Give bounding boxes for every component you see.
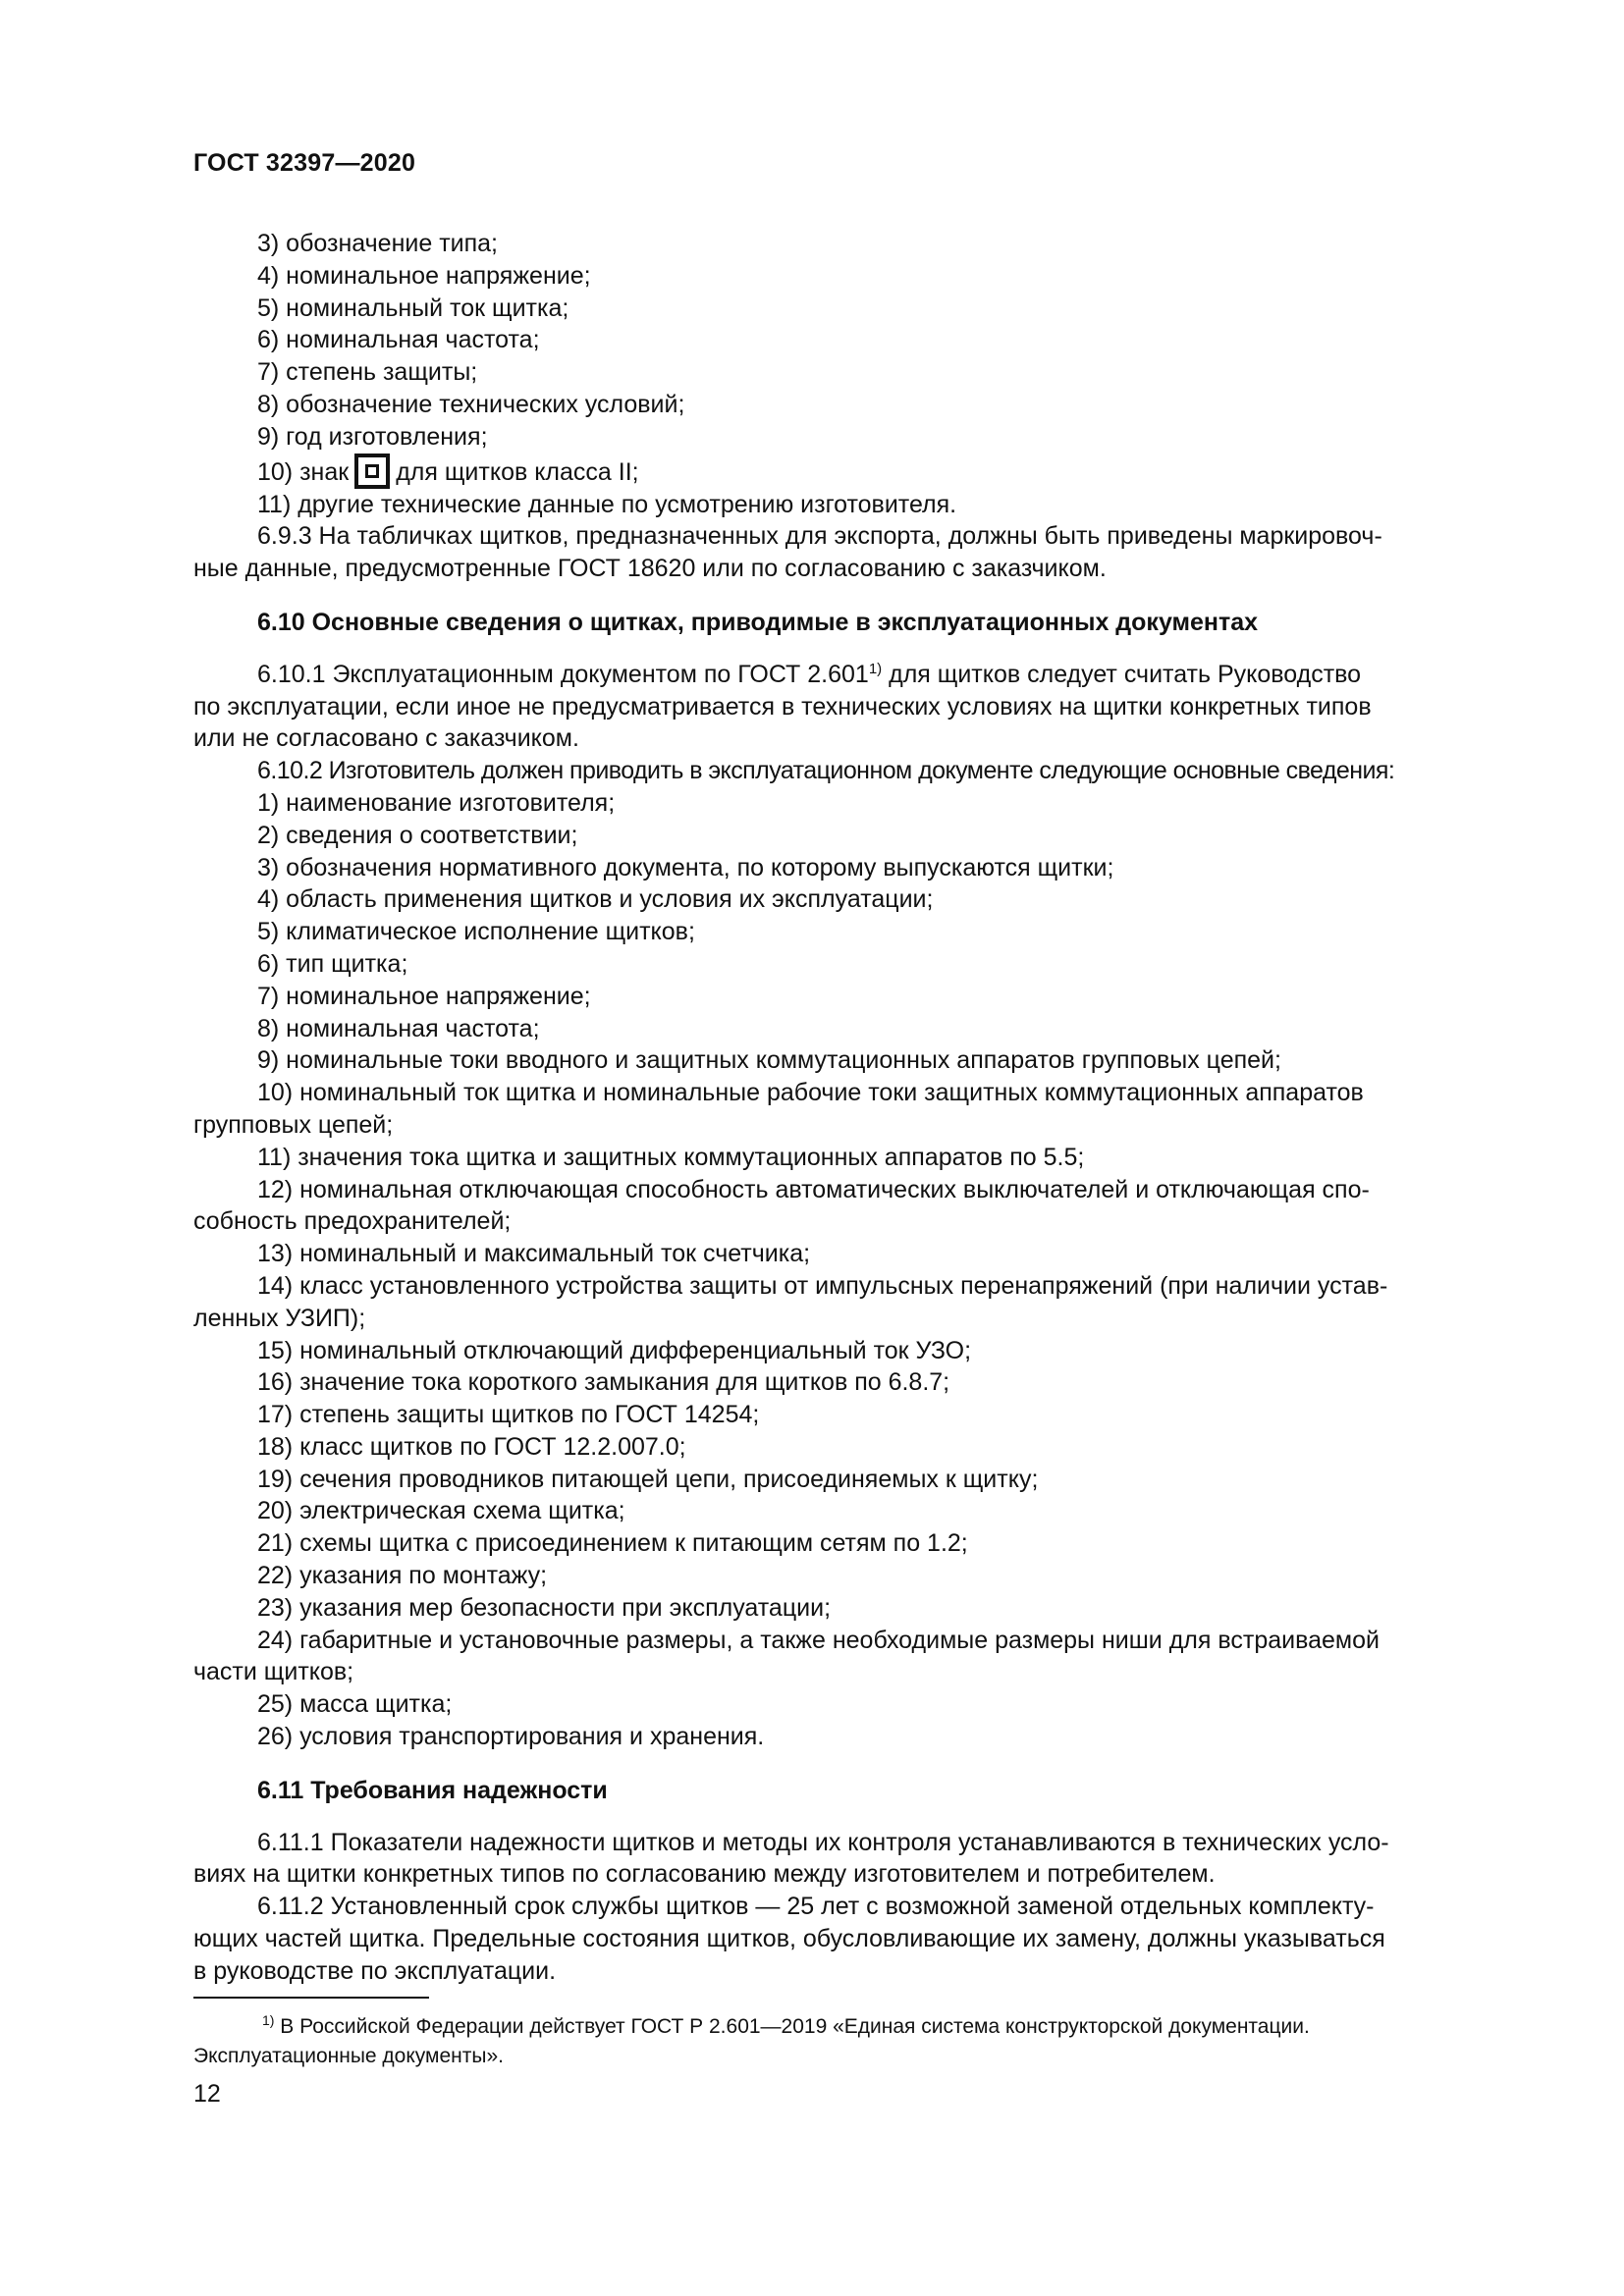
list-item: 5) номинальный ток щитка;: [257, 294, 569, 322]
list-item: 24) габаритные и установочные размеры, а также необходимые размеры ниши для встраиваемой: [257, 1626, 1380, 1654]
item-text: 10) знак: [257, 457, 350, 486]
list-item: 19) сечения проводников питающей цепи, присоединяемых к щитку;: [257, 1465, 1039, 1493]
paragraph-line: по эксплуатации, если иное не предусматривается в технических условиях на щитки конкретных типов: [193, 692, 1372, 721]
footnote-divider: [193, 1997, 429, 1999]
list-item: 14) класс установленного устройства защиты от импульсных перенапряжений (при наличии устав-: [257, 1271, 1388, 1300]
list-item: 4) номинальное напряжение;: [257, 261, 591, 290]
page-number: 12: [193, 2080, 221, 2108]
list-item: 17) степень защиты щитков по ГОСТ 14254;: [257, 1401, 760, 1429]
text-run: 6.10.1 Эксплуатационным документом по ГОСТ 2.601: [257, 660, 869, 688]
list-item: 26) условия транспортирования и хранения.: [257, 1723, 765, 1751]
list-item: 25) масса щитка;: [257, 1690, 453, 1719]
list-item-continuation: части щитков;: [193, 1658, 354, 1686]
list-item-continuation: ленных УЗИП);: [193, 1304, 366, 1332]
list-item: 13) номинальный и максимальный ток счетчика;: [257, 1240, 811, 1268]
list-item: 2) сведения о соответствии;: [257, 821, 578, 849]
list-item: 6) тип щитка;: [257, 949, 408, 978]
marking-list: [193, 228, 1513, 520]
footnote: [193, 2012, 1513, 2071]
paragraph-line: виях на щитки конкретных типов по согласованию между изготовителем и потребителем.: [193, 1860, 1216, 1889]
list-item: 3) обозначение типа;: [257, 230, 498, 257]
class-ii-double-square-icon: [354, 454, 390, 489]
document-header: ГОСТ 32397—2020: [193, 149, 416, 177]
list-item: 22) указания по монтажу;: [257, 1562, 548, 1590]
info-list: [193, 787, 1513, 1753]
paragraph-6-9-3: [193, 520, 1513, 585]
list-item: 23) указания мер безопасности при эксплуатации;: [257, 1593, 832, 1622]
paragraph-line: в руководстве по эксплуатации.: [193, 1956, 557, 1985]
list-item: 15) номинальный отключающий дифференциальный ток УЗО;: [257, 1336, 972, 1364]
list-item: 16) значение тока короткого замыкания для щитков по 6.8.7;: [257, 1368, 950, 1397]
list-item: 20) электрическая схема щитка;: [257, 1497, 625, 1525]
footnote-reference: 1): [868, 660, 883, 677]
list-item: 9) номинальные токи вводного и защитных коммутационных аппаратов групповых цепей;: [257, 1046, 1281, 1075]
paragraph-6-10-1: [193, 659, 1513, 755]
list-item-continuation: собность предохранителей;: [193, 1207, 512, 1236]
list-item: 8) номинальная частота;: [257, 1014, 540, 1042]
list-item: 8) обозначение технических условий;: [257, 390, 685, 418]
paragraph-line: 6.9.3 На табличках щитков, предназначенных для экспорта, должны быть приведены маркировоч-: [257, 522, 1382, 551]
section-heading-6-11: 6.11 Требования надежности: [257, 1776, 608, 1804]
list-item: 5) климатическое исполнение щитков;: [257, 918, 695, 946]
list-item: 9) год изготовления;: [257, 422, 488, 451]
footnote-line: Эксплуатационные документы».: [193, 2045, 504, 2067]
footnote-mark: 1): [262, 2012, 275, 2028]
list-item: [193, 454, 1513, 489]
section-heading-6-10: 6.10 Основные сведения о щитках, приводимые в эксплуатационных документах: [257, 608, 1259, 636]
list-item: 7) номинальное напряжение;: [257, 982, 591, 1010]
list-item: 7) степень защиты;: [257, 358, 478, 387]
list-item: 18) класс щитков по ГОСТ 12.2.007.0;: [257, 1432, 686, 1461]
list-item-continuation: групповых цепей;: [193, 1110, 394, 1139]
footnote-text: В Российской Федерации действует ГОСТ Р 2.601—2019 «Единая система конструкторской документации.: [280, 2015, 1310, 2038]
list-item: 12) номинальная отключающая способность автоматических выключателей и отключающая спо-: [257, 1175, 1370, 1203]
paragraph-6-11-1: [193, 1827, 1513, 1892]
paragraph-6-11-2: [193, 1891, 1513, 1987]
item-text: для щитков класса II;: [396, 457, 639, 486]
main-content: [193, 228, 1513, 1988]
paragraph-line: 6.11.2 Установленный срок службы щитков — 25 лет с возможной заменой отдельных комплекту-: [257, 1893, 1375, 1921]
list-item: 1) наименование изготовителя;: [257, 788, 616, 817]
list-item: 4) область применения щитков и условия их эксплуатации;: [257, 885, 934, 914]
paragraph-line: ющих частей щитка. Предельные состояния щитков, обусловливающие их замену, должны указываться: [193, 1925, 1385, 1953]
list-item: 11) другие технические данные по усмотрению изготовителя.: [257, 490, 957, 518]
list-item: 21) схемы щитка с присоединением к питающим сетям по 1.2;: [257, 1529, 968, 1558]
list-item: 11) значения тока щитка и защитных коммутационных аппаратов по 5.5;: [257, 1143, 1085, 1171]
paragraph-line: 6.11.1 Показатели надежности щитков и методы их контроля устанавливаются в технических усло-: [257, 1828, 1389, 1856]
list-item: 3) обозначения нормативного документа, по которому выпускаются щитки;: [257, 853, 1114, 881]
paragraph-6-10-2: 6.10.2 Изготовитель должен приводить в эксплуатационном документе следующие основные сведения:: [257, 757, 1395, 785]
list-item: 10) номинальный ток щитка и номинальные рабочие токи защитных коммутационных аппаратов: [257, 1079, 1364, 1107]
paragraph-line: или не согласовано с заказчиком.: [193, 724, 579, 753]
paragraph-line: ные данные, предусмотренные ГОСТ 18620 или по согласованию с заказчиком.: [193, 555, 1107, 583]
footnote-line: [193, 2012, 1513, 2042]
list-item: 6) номинальная частота;: [257, 326, 540, 354]
text-run: для щитков следует считать Руководство: [882, 660, 1362, 688]
paragraph-line: [193, 659, 1513, 691]
